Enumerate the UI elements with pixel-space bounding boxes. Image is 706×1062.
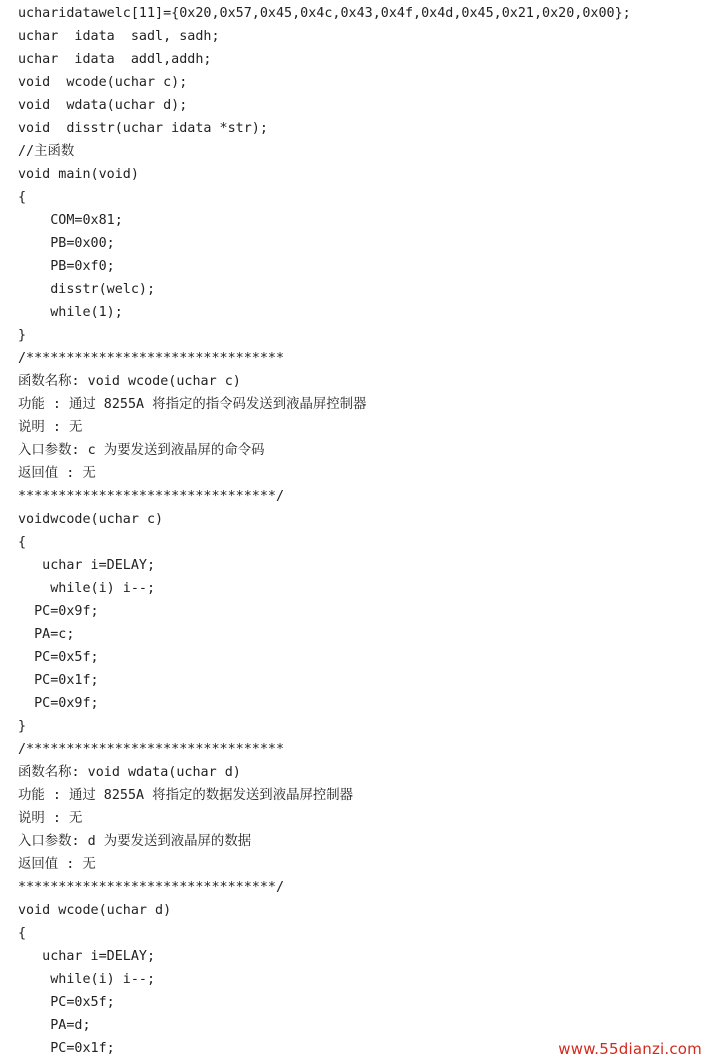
code-line: /******************************** (18, 351, 285, 366)
code-line: ********************************/ (18, 880, 285, 895)
code-line: while(i) i--; (18, 581, 156, 596)
code-line: } (18, 328, 27, 343)
code-line: void wcode(uchar d) (18, 903, 172, 918)
code-line: 返回值 : 无 (18, 857, 96, 872)
code-line: void wdata(uchar d); (18, 98, 188, 113)
code-line: voidwcode(uchar c) (18, 512, 164, 527)
code-line: 返回值 : 无 (18, 466, 96, 481)
code-line: PC=0x5f; (18, 650, 99, 665)
code-line: void main(void) (18, 167, 139, 182)
code-line: //主函数 (18, 144, 75, 159)
code-line: uchar idata sadl, sadh; (18, 29, 220, 44)
code-line: { (18, 190, 27, 205)
code-line: 说明 : 无 (18, 420, 83, 435)
site-watermark: www.55dianzi.com (558, 1040, 702, 1058)
code-line: 函数名称: void wdata(uchar d) (18, 765, 241, 780)
code-line: uchar i=DELAY; (18, 949, 156, 964)
code-line: void disstr(uchar idata *str); (18, 121, 268, 136)
code-line: PA=d; (18, 1018, 91, 1033)
code-line: while(1); (18, 305, 123, 320)
code-line: /******************************** (18, 742, 285, 757)
code-line: PC=0x9f; (18, 696, 99, 711)
code-line: { (18, 535, 27, 550)
code-line: PB=0x00; (18, 236, 115, 251)
code-line: disstr(welc); (18, 282, 156, 297)
code-line: COM=0x81; (18, 213, 123, 228)
code-line: while(i) i--; (18, 972, 156, 987)
code-line: void wcode(uchar c); (18, 75, 188, 90)
code-line: uchar i=DELAY; (18, 558, 156, 573)
code-line: 入口参数: c 为要发送到液晶屏的命令码 (18, 443, 265, 458)
code-line: 功能 : 通过 8255A 将指定的指令码发送到液晶屏控制器 (18, 397, 367, 412)
code-line: PC=0x1f; (18, 673, 99, 688)
code-line: { (18, 926, 27, 941)
code-line: PA=c; (18, 627, 75, 642)
code-line: 功能 : 通过 8255A 将指定的数据发送到液晶屏控制器 (18, 788, 354, 803)
code-line: PC=0x1f; (18, 1041, 115, 1056)
code-line: ********************************/ (18, 489, 285, 504)
code-line: 入口参数: d 为要发送到液晶屏的数据 (18, 834, 252, 849)
code-line: } (18, 719, 27, 734)
code-line: ucharidatawelc[11]={0x20,0x57,0x45,0x4c,0x43,0x4f,0x4d,0x45,0x21,0x20,0x00}; (18, 6, 631, 21)
code-line: uchar idata addl,addh; (18, 52, 212, 67)
code-line: PC=0x9f; (18, 604, 99, 619)
code-line: PC=0x5f; (18, 995, 115, 1010)
code-line: 说明 : 无 (18, 811, 83, 826)
code-line: PB=0xf0; (18, 259, 115, 274)
code-line: 函数名称: void wcode(uchar c) (18, 374, 241, 389)
